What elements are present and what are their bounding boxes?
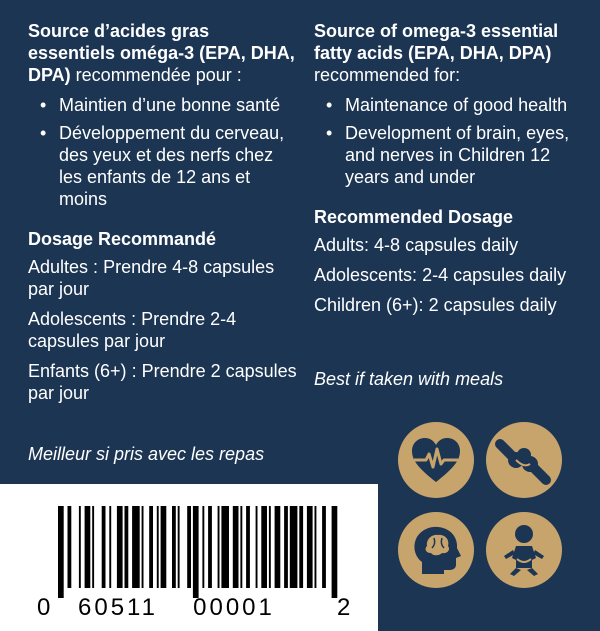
barcode-bar: [157, 506, 159, 588]
french-dosage-children: [28, 360, 298, 404]
list-item: [28, 94, 298, 116]
bullet-icon: •: [326, 123, 333, 143]
bullet-icon: •: [40, 95, 47, 115]
barcode-label: [0, 484, 378, 631]
barcode-bar: [125, 506, 129, 588]
barcode-bar: [202, 506, 204, 588]
barcode-bar: [132, 506, 140, 588]
dosage-text: Prendre 2 capsules par jour: [28, 361, 297, 403]
english-benefit-list: [314, 94, 584, 188]
list-item: [314, 122, 584, 188]
barcode-bar: [275, 506, 281, 588]
barcode-bar: [161, 506, 167, 588]
heart-health-icon: [398, 422, 474, 498]
barcode-bar: [290, 506, 298, 588]
dosage-separator: :: [126, 309, 142, 329]
french-benefit-list: [28, 94, 298, 210]
barcode-bar: [221, 506, 229, 588]
english-dosage-adults: [314, 234, 584, 256]
barcode-bar: [240, 506, 242, 588]
barcode-bar: [208, 506, 212, 588]
bullet-text: Maintenance of good health: [345, 95, 568, 115]
dosage-separator: :: [88, 257, 104, 277]
barcode-bar: [193, 506, 199, 598]
barcode-digit-system: 0: [37, 594, 51, 621]
list-item: [314, 94, 584, 116]
dosage-label: Adults:: [314, 235, 370, 255]
dosage-text: Prendre 2-4 capsules par jour: [28, 309, 237, 351]
french-column: [28, 20, 298, 412]
barcode-bar: [315, 506, 317, 588]
barcode-bar: [246, 506, 250, 588]
barcode-bar: [142, 506, 144, 588]
bullet-icon: •: [326, 95, 333, 115]
barcode-bar: [58, 506, 64, 598]
barcode-bar: [109, 506, 111, 588]
barcode-bar: [261, 506, 267, 588]
barcode-bar: [102, 506, 106, 588]
dosage-label: Adultes: [28, 257, 89, 277]
english-dosage-adolescents: [314, 264, 584, 286]
barcode-bar: [149, 506, 153, 588]
barcode: [0, 484, 378, 631]
barcode-bar: [269, 506, 271, 588]
english-intro-rest: recommended for:: [314, 65, 461, 85]
french-meal-note: Meilleur si pris avec les repas: [28, 444, 265, 464]
dosage-label: Children (6+):: [314, 295, 424, 315]
barcode-digits-right: 00001: [193, 594, 275, 621]
barcode-bar: [92, 506, 94, 588]
dosage-text: 4-8 capsules daily: [374, 235, 519, 255]
barcode-bar: [332, 506, 338, 598]
english-column: [314, 20, 584, 324]
dosage-text: 2-4 capsules daily: [422, 265, 567, 285]
english-intro: [314, 20, 584, 86]
dosage-label: Enfants (6+): [28, 361, 127, 381]
bullet-text: Développement du cerveau, des yeux et des nerfs chez les enfants de 12 ans et moins: [59, 123, 285, 209]
barcode-bar: [284, 506, 288, 588]
english-intro-bold: Source of omega-3 essential fatty acids (EPA, DHA, DPA): [314, 21, 559, 63]
dosage-text: Prendre 4-8 capsules par jour: [28, 257, 275, 299]
english-meal-note: Best if taken with meals: [314, 369, 504, 389]
dosage-separator: :: [126, 361, 142, 381]
barcode-bar: [299, 506, 303, 588]
barcode-bar: [85, 506, 91, 588]
barcode-bar: [117, 506, 123, 588]
list-item: [28, 122, 298, 210]
english-dosage-children: [314, 294, 584, 316]
french-dosage-adolescents: [28, 308, 298, 352]
barcode-bar: [256, 506, 258, 588]
barcode-bar: [68, 506, 72, 588]
french-dosage-adults: [28, 256, 298, 300]
french-dosage-title: Dosage Recommandé: [28, 229, 217, 249]
barcode-bar: [178, 506, 180, 588]
english-dosage-title: Recommended Dosage: [314, 207, 514, 227]
barcode-digit-check: 2: [337, 594, 351, 621]
brain-head-icon: [398, 512, 474, 588]
barcode-bar: [233, 506, 239, 588]
bullet-text: Maintien d’une bonne santé: [59, 95, 281, 115]
dosage-label: Adolescents: [28, 309, 127, 329]
french-intro-bold: Source d’acides gras essentiels oméga-3 (EPA, DHA, DPA): [28, 21, 295, 85]
dosage-text: 2 capsules daily: [428, 295, 557, 315]
barcode-bar: [187, 506, 191, 588]
joint-bone-icon: [486, 422, 562, 498]
barcode-bar: [218, 506, 220, 588]
barcode-bar: [79, 506, 81, 588]
baby-icon: [486, 512, 562, 588]
dosage-label: Adolescents:: [314, 265, 418, 285]
barcode-digits-left: 60511: [78, 594, 158, 621]
barcode-bars: [58, 506, 337, 598]
french-intro-rest: recommendée pour :: [70, 65, 242, 85]
barcode-bar: [172, 506, 176, 588]
bullet-icon: •: [40, 123, 47, 143]
bullet-text: Development of brain, eyes, and nerves in Children 12 years and under: [345, 123, 570, 187]
barcode-bar: [322, 506, 326, 588]
barcode-bar: [307, 506, 313, 588]
french-intro: [28, 20, 298, 86]
